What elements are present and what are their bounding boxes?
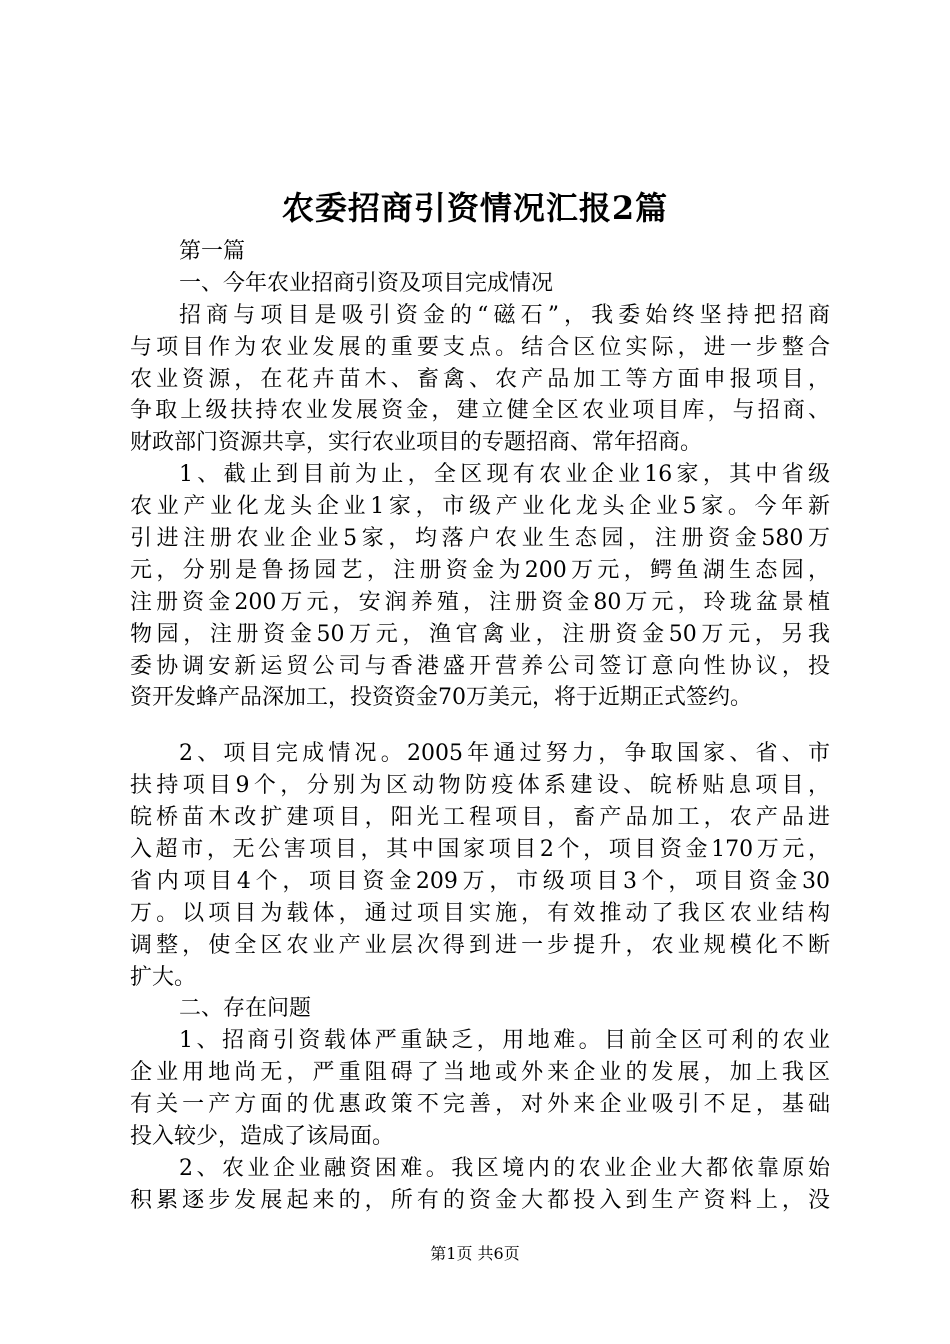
text-line: 皖桥苗木改扩建项目，阳光工程项目，畜产品加工，农产品进 (130, 805, 830, 831)
paragraph (130, 300, 830, 459)
text-line: 争取上级扶持农业发展资金，建立健全区农业项目库，与招商、 (130, 398, 830, 424)
text-line: 企业用地尚无，严重阻碍了当地或外来企业的发展，加上我区 (130, 1060, 830, 1086)
document-body (130, 236, 830, 1217)
text-line: 农业产业化龙头企业1家，市级产业化龙头企业5家。今年新 (130, 494, 830, 520)
paragraph (130, 993, 830, 1025)
document-title: 农委招商引资情况汇报2篇 (281, 189, 669, 227)
text-line: 2、项目完成情况。2005年通过努力，争取国家、省、市 (179, 741, 830, 767)
text-line: 1、招商引资载体严重缺乏，用地难。目前全区可利的农业 (179, 1028, 830, 1054)
text-line: 物园，注册资金50万元，渔官禽业，注册资金50万元，另我 (130, 621, 830, 647)
text-line: 万。以项目为载体，通过项目实施，有效推动了我区农业结构 (130, 900, 830, 926)
text-line: 扶持项目9个，分别为区动物防疫体系建设、皖桥贴息项目， (130, 773, 830, 799)
text-line: 扩大。 (130, 964, 197, 990)
paragraph (130, 268, 830, 300)
text-line: 2、农业企业融资困难。我区境内的农业企业大都依靠原始 (179, 1155, 830, 1181)
text-line: 省内项目4个，项目资金209万，市级项目3个，项目资金30 (130, 868, 830, 894)
paragraph (130, 236, 830, 268)
text-line: 元，分别是鲁扬园艺，注册资金为200万元，鳄鱼湖生态园， (130, 557, 830, 583)
text-line: 引进注册农业企业5家，均落户农业生态园，注册资金580万 (130, 526, 830, 552)
text-line: 1、截止到目前为止，全区现有农业企业16家，其中省级 (179, 462, 830, 488)
text-line: 投入较少，造成了该局面。 (130, 1124, 395, 1150)
text-line: 二、存在问题 (179, 996, 312, 1022)
text-line: 招商与项目是吸引资金的“磁石”，我委始终坚持把招商 (179, 302, 830, 328)
paragraph (130, 1153, 830, 1217)
paragraph (130, 459, 830, 714)
paragraph (130, 738, 830, 993)
text-line: 资开发蜂产品深加工，投资资金70万美元，将于近期正式签约。 (130, 685, 752, 711)
text-line: 财政部门资源共享，实行农业项目的专题招商、常年招商。 (130, 430, 703, 456)
page-footer: 第1页 共6页 (430, 1244, 520, 1263)
text-line: 注册资金200万元，安润养殖，注册资金80万元，玲珑盆景植 (130, 589, 830, 615)
text-line: 积累逐步发展起来的，所有的资金大都投入到生产资料上，没 (130, 1187, 830, 1213)
text-line: 农业资源，在花卉苗木、畜禽、农产品加工等方面申报项目， (130, 366, 830, 392)
text-line: 一、今年农业招商引资及项目完成情况 (179, 270, 554, 296)
text-line: 第一篇 (179, 239, 246, 264)
text-line: 与项目作为农业发展的重要支点。结合区位实际，进一步整合 (130, 334, 830, 360)
text-line: 调整，使全区农业产业层次得到进一步提升，农业规模化不断 (130, 932, 830, 958)
paragraph (130, 1025, 830, 1153)
text-line: 入超市，无公害项目，其中国家项目2个，项目资金170万元， (130, 837, 830, 863)
text-line: 委协调安新运贸公司与香港盛开营养公司签订意向性协议，投 (130, 653, 830, 679)
text-line: 有关一产方面的优惠政策不完善，对外来企业吸引不足，基础 (130, 1092, 830, 1118)
